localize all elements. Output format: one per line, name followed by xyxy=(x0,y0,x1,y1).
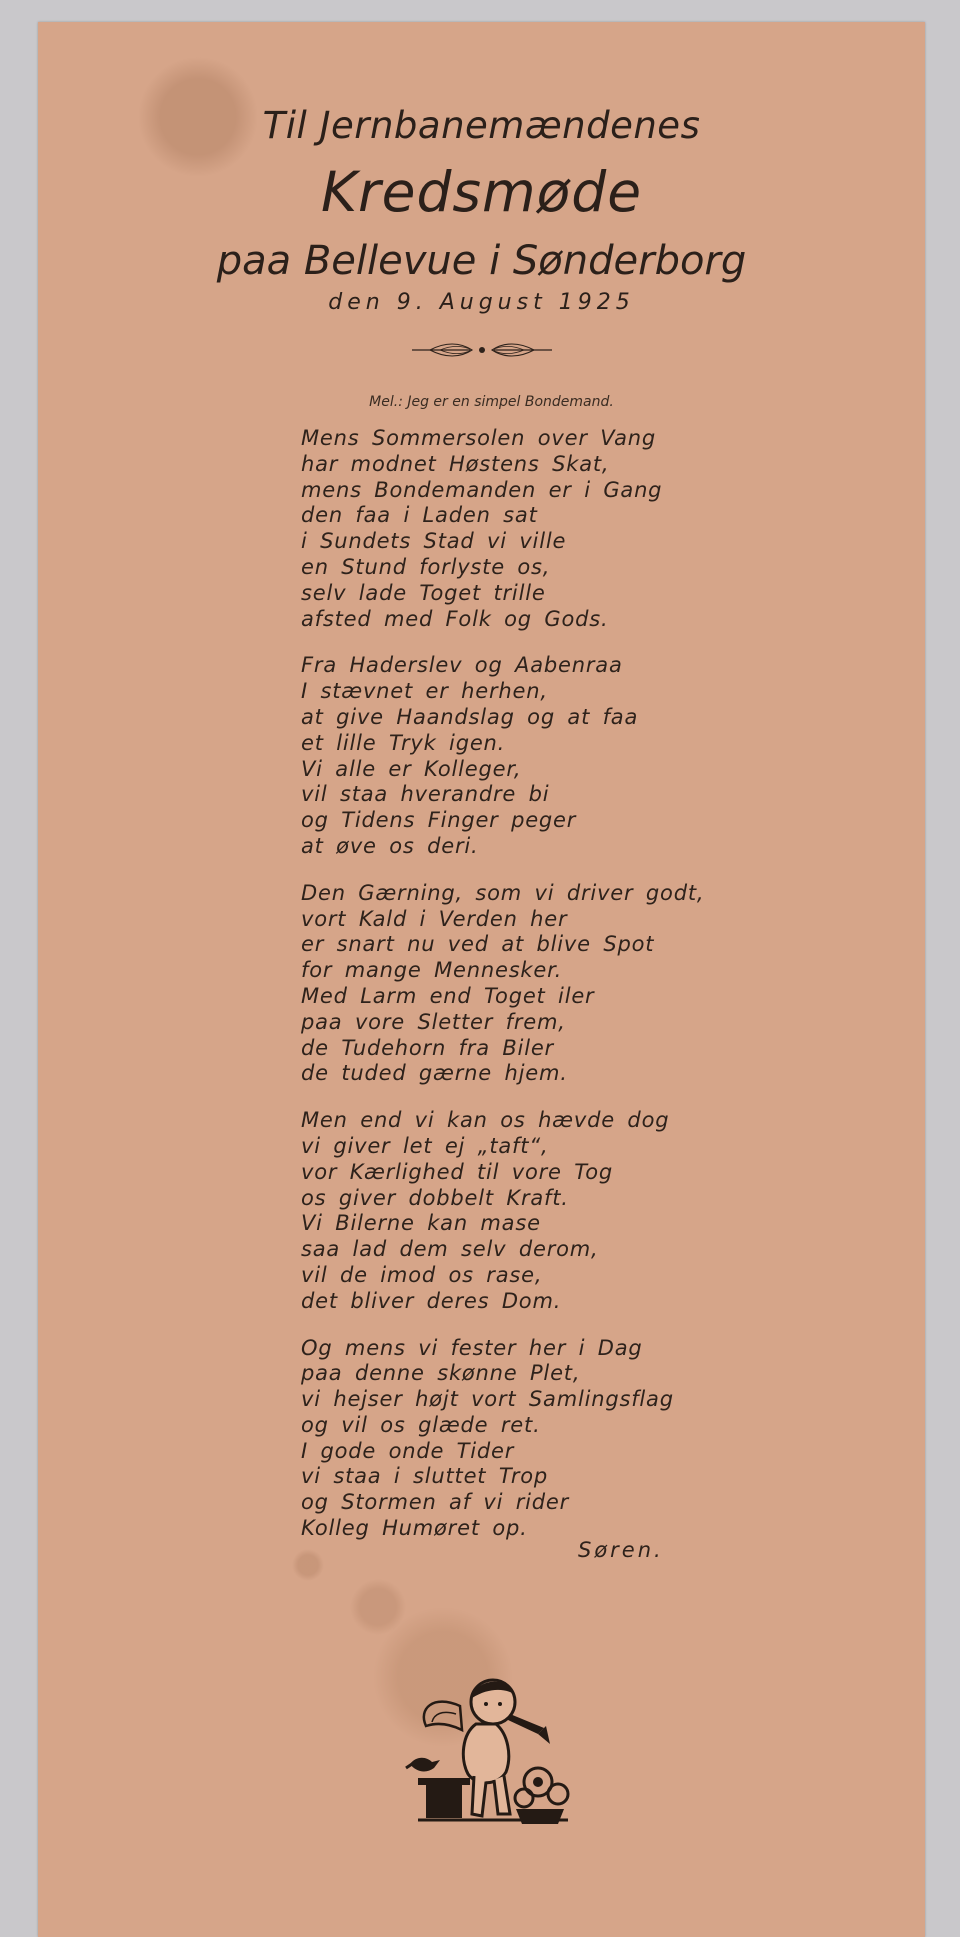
stanza xyxy=(301,653,741,859)
poem-line: selv lade Toget trille xyxy=(301,580,546,605)
poem-line: at give Haandslag og at faa xyxy=(301,704,639,729)
stanza xyxy=(301,881,741,1087)
poem-line: Kolleg Humøret op. xyxy=(301,1516,528,1541)
stanza xyxy=(301,426,741,632)
melody-note: Mel.: Jeg er en simpel Bondemand. xyxy=(369,394,614,410)
poem-line: en Stund forlyste os, xyxy=(301,554,551,579)
poem-line: de Tudehorn fra Biler xyxy=(301,1035,554,1060)
poem-signature: Søren. xyxy=(578,1538,664,1562)
poem xyxy=(301,426,741,1563)
poem-line: afsted med Folk og Gods. xyxy=(301,606,609,631)
poem-line: de tuded gærne hjem. xyxy=(301,1061,568,1086)
poem-line: Fra Haderslev og Aabenraa xyxy=(301,653,623,678)
poem-line: paa vore Sletter frem, xyxy=(301,1009,566,1034)
poem-line: Men end vi kan os hævde dog xyxy=(301,1108,670,1133)
poem-line: og Stormen af vi rider xyxy=(301,1490,570,1515)
poem-line: vor Kærlighed til vore Tog xyxy=(301,1159,614,1184)
event-date: den 9. August 1925 xyxy=(328,290,635,315)
poem-line: vil staa hverandre bi xyxy=(301,782,550,807)
flourish-icon xyxy=(410,340,554,360)
poem-line: og vil os glæde ret. xyxy=(301,1412,541,1437)
poem-line: den faa i Laden sat xyxy=(301,503,538,528)
document-page xyxy=(38,22,925,1937)
poem-line: et lille Tryk igen. xyxy=(301,730,506,755)
title-venue: paa Bellevue i Sønderborg xyxy=(216,238,747,284)
poem-line: I stævnet er herhen, xyxy=(301,679,548,704)
poem-line: Og mens vi fester her i Dag xyxy=(301,1335,643,1360)
poem-line: mens Bondemanden er i Gang xyxy=(301,477,663,502)
stanza xyxy=(301,1336,741,1542)
poem-line: er snart nu ved at blive Spot xyxy=(301,932,655,957)
title-main: Kredsmøde xyxy=(320,160,643,224)
poem-line: og Tidens Finger peger xyxy=(301,808,577,833)
poem-line: vi hejser højt vort Samlingsflag xyxy=(301,1387,674,1412)
poem-line: vi staa i sluttet Trop xyxy=(301,1464,549,1489)
poem-line: Den Gærning, som vi driver godt, xyxy=(301,880,705,905)
poem-line: Vi alle er Kolleger, xyxy=(301,756,522,781)
poem-line: har modnet Høstens Skat, xyxy=(301,451,610,476)
poem-line: os giver dobbelt Kraft. xyxy=(301,1185,569,1210)
poem-line: Med Larm end Toget iler xyxy=(301,983,595,1008)
poem-line: paa denne skønne Plet, xyxy=(301,1361,581,1386)
poem-line: I gode onde Tider xyxy=(301,1438,515,1463)
poem-line: for mange Mennesker. xyxy=(301,958,563,983)
poem-line: saa lad dem selv derom, xyxy=(301,1237,599,1262)
poem-line: vi giver let ej „taft“, xyxy=(301,1133,549,1158)
cherub-vignette-icon xyxy=(398,1664,578,1839)
poem-line: Mens Sommersolen over Vang xyxy=(301,426,656,450)
poem-line: i Sundets Stad vi ville xyxy=(301,529,567,554)
stanza xyxy=(301,1108,741,1314)
poem-line: at øve os deri. xyxy=(301,833,479,858)
title-line-1: Til Jernbanemændenes xyxy=(262,104,701,147)
poem-line: Vi Bilerne kan mase xyxy=(301,1211,541,1236)
poem-line: det bliver deres Dom. xyxy=(301,1288,562,1313)
poem-line: vort Kald i Verden her xyxy=(301,906,568,931)
poem-line: vil de imod os rase, xyxy=(301,1262,543,1287)
